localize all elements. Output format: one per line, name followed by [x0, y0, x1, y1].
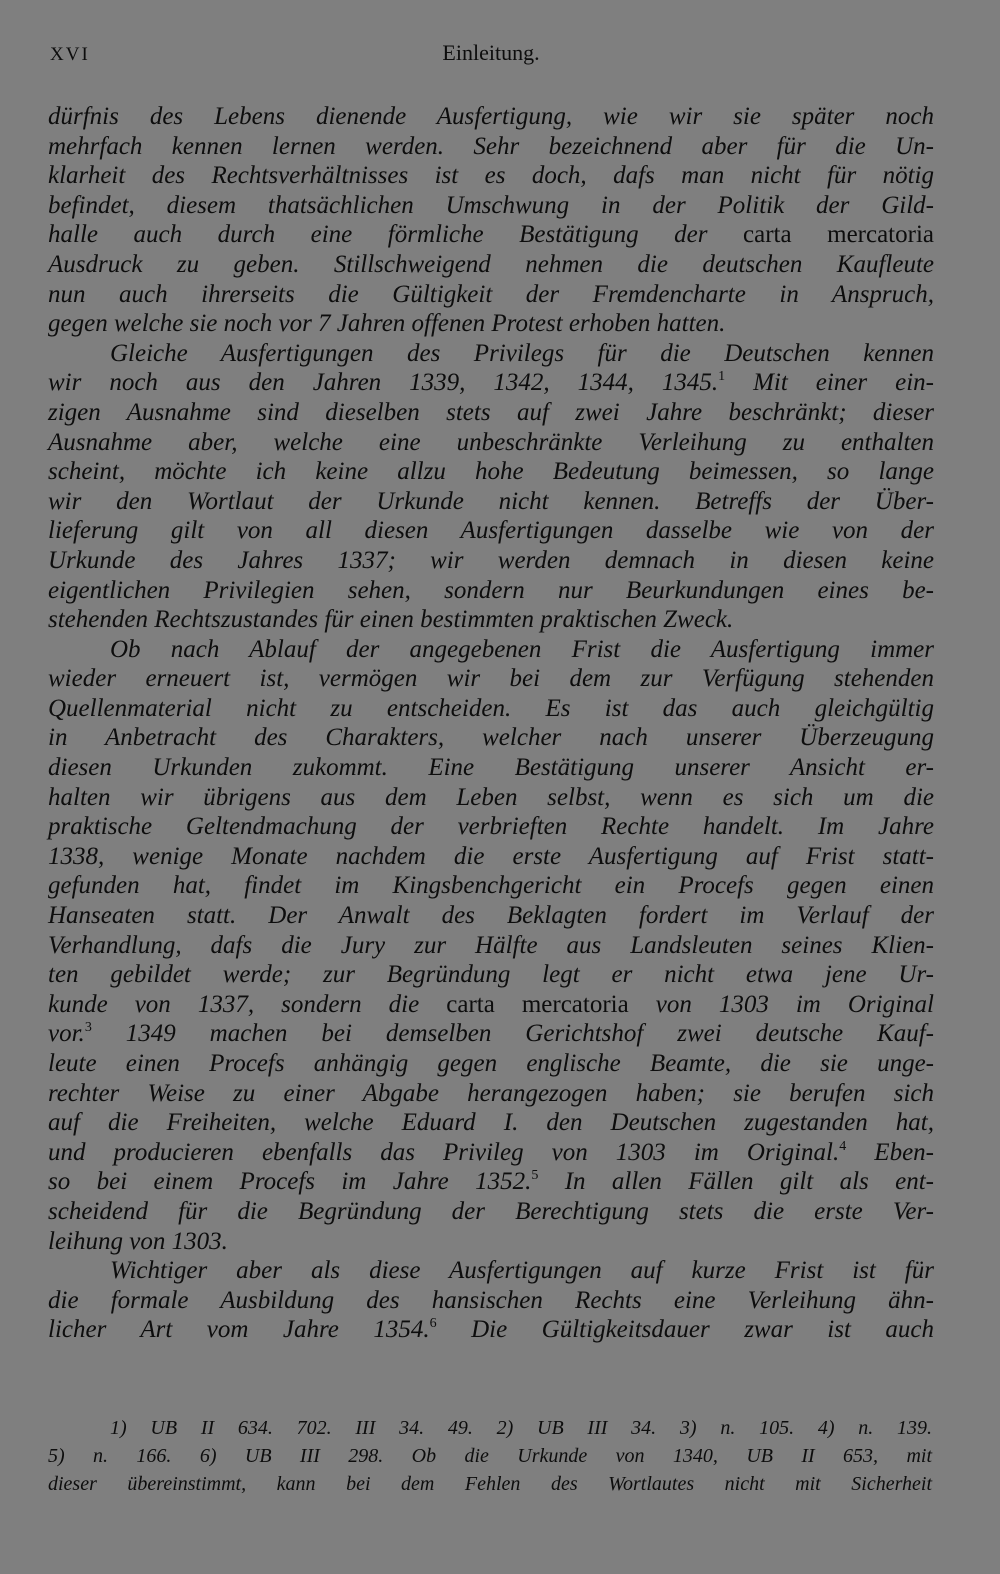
footnote-6: 6) UB III 298. Ob die Urkunde von 1340, UB II 653, mit: [199, 1445, 933, 1467]
text-line: praktische Geltendmachung der verbrieften Rechte handelt. Im Jahre: [48, 813, 934, 841]
text-line: ten gebildet werde; zur Begründung legt er nicht etwa jene Ur-: [48, 961, 934, 989]
page-number: XVI: [50, 44, 90, 65]
footnote-2: 2) UB III 34.: [496, 1417, 657, 1439]
footnote-line: [48, 1414, 932, 1442]
footnote-3: 3) n. 105.: [679, 1417, 795, 1439]
text-fragment: In allen Fällen gilt als ent-: [538, 1168, 934, 1196]
text-line: diesen Urkunden zukommt. Eine Bestätigung unserer Ansicht er-: [48, 754, 934, 782]
page-header: [48, 36, 934, 72]
text-line: Urkunde des Jahres 1337; wir werden demnach in diesen keine: [48, 546, 934, 574]
text-fragment: und producieren ebenfalls das Privileg von 1303 im Original.: [48, 1138, 840, 1166]
text-line: auf die Freiheiten, welche Eduard I. den Deutschen zugestanden hat,: [48, 1109, 934, 1137]
running-head: Einleitung.: [442, 40, 540, 65]
text-fragment: halle auch durch eine förmliche Bestätigung der: [48, 221, 708, 249]
footnote-5: 5) n. 166.: [48, 1445, 172, 1467]
text-line: leihung von 1303.: [48, 1227, 228, 1255]
text-line: wir den Wortlaut der Urkunde nicht kennen. Betreffs der Über-: [48, 487, 934, 515]
text-line: die formale Ausbildung des hansischen Rechts eine Verleihung ähn-: [48, 1286, 934, 1314]
text-line: Hanseaten statt. Der Anwalt des Beklagten fordert im Verlauf der: [48, 902, 934, 930]
footnote-4: 4) n. 139.: [817, 1417, 932, 1439]
text-fragment: von 1303 im Original: [628, 990, 935, 1018]
text-line: [48, 1167, 934, 1197]
text-line: 1338, wenige Monate nachdem die erste Ausfertigung auf Frist statt-: [48, 842, 934, 870]
text-fragment: Die Gültigkeitsdauer zwar ist auch: [436, 1316, 934, 1344]
text-line: gefunden hat, findet im Kingsbenchgericht ein Procefs gegen einen: [48, 872, 934, 900]
text-line: nun auch ihrerseits die Gültigkeit der Fremdencharte in Anspruch,: [48, 280, 934, 308]
text-line: leute einen Procefs anhängig gegen englische Beamte, die sie unge-: [48, 1050, 934, 1077]
text-line: [48, 990, 934, 1020]
text-fragment: so bei einem Procefs im Jahre 1352.: [48, 1168, 532, 1196]
text-fragment: kunde von 1337, sondern die: [48, 990, 420, 1018]
text-line: dürfnis des Lebens dienende Ausfertigung, wie wir sie später noch: [48, 103, 934, 130]
text-line: scheidend für die Begründung der Berechtigung stets die erste Ver-: [48, 1197, 934, 1225]
text-line: wieder erneuert ist, vermögen wir bei dem zur Verfügung stehenden: [48, 665, 934, 693]
text-line: Verhandlung, dafs die Jury zur Hälfte aus Landsleuten seines Klien-: [48, 931, 934, 959]
footnote-ref: 1: [718, 369, 726, 385]
footnotes: [48, 1414, 932, 1498]
text-fragment: wir noch aus den Jahren 1339, 1342, 1344, 1345.: [48, 369, 719, 397]
footnote-ref: 3: [84, 1020, 92, 1036]
text-line: scheint, möchte ich keine allzu hohe Bedeutung beimessen, so lange: [48, 458, 934, 486]
text-line: befindet, diesem thatsächlichen Umschwung in der Politik der Gild-: [48, 191, 934, 219]
footnote-line: [48, 1442, 932, 1470]
text-line: mehrfach kennen lernen werden. Sehr bezeichnend aber für die Un-: [48, 132, 934, 160]
text-line: in Anbetracht des Charakters, welcher nach unserer Überzeugung: [48, 724, 934, 752]
footnote-1: 1) UB II 634. 702. III 34. 49.: [110, 1417, 473, 1439]
text-line: Ausdruck zu geben. Stillschweigend nehmen die deutschen Kaufleute: [48, 250, 934, 278]
paragraph-start: Gleiche Ausfertigungen des Privilegs für die Deutschen kennen: [110, 339, 934, 367]
roman-term: carta mercatoria: [446, 990, 629, 1018]
text-line: zigen Ausnahme sind dieselben stets auf zwei Jahre beschränkt; dieser: [48, 398, 934, 426]
paragraph-start: Ob nach Ablauf der angegebenen Frist die Ausfertigung immer: [110, 635, 934, 663]
text-fragment: 1349 machen bei demselben Gerichtshof zwei deutsche Kauf-: [91, 1020, 934, 1048]
text-line: [48, 368, 934, 398]
text-fragment: licher Art vom Jahre 1354.: [48, 1316, 430, 1344]
footnote-line: dieser übereinstimmt, kann bei dem Fehlen des Wortlautes nicht mit Sicherheit: [48, 1473, 932, 1495]
text-fragment: Mit einer ein-: [725, 369, 935, 397]
book-page: [48, 36, 934, 1345]
text-line: halten wir übrigens aus dem Leben selbst, wenn es sich um die: [48, 783, 934, 811]
footnote-ref: 5: [531, 1168, 539, 1184]
roman-term: carta mercatoria: [743, 221, 934, 249]
paragraph-start: Wichtiger aber als diese Ausfertigungen auf kurze Frist ist für: [110, 1257, 934, 1285]
text-fragment: vor.: [48, 1020, 85, 1048]
text-line: [48, 1315, 934, 1345]
text-line: [48, 220, 934, 250]
body-text: [48, 102, 934, 1345]
footnote-ref: 6: [429, 1316, 437, 1332]
text-line: lieferung gilt von all diesen Ausfertigungen dasselbe wie von der: [48, 517, 934, 545]
text-line: [48, 1138, 934, 1168]
text-line: [48, 1019, 934, 1049]
footnote-ref: 4: [839, 1138, 847, 1154]
text-line: rechter Weise zu einer Abgabe herangezogen haben; sie berufen sich: [48, 1079, 934, 1107]
text-line: Quellenmaterial nicht zu entscheiden. Es ist das auch gleichgültig: [48, 694, 934, 722]
text-fragment: Eben-: [846, 1138, 934, 1166]
text-line: stehenden Rechtszustandes für einen bestimmten praktischen Zweck.: [48, 606, 734, 634]
text-line: gegen welche sie noch vor 7 Jahren offenen Protest erhoben hatten.: [48, 310, 726, 338]
text-line: eigentlichen Privilegien sehen, sondern nur Beurkundungen eines be-: [48, 576, 934, 604]
text-line: Ausnahme aber, welche eine unbeschränkte Verleihung zu enthalten: [48, 428, 934, 456]
text-line: klarheit des Rechtsverhältnisses ist es doch, dafs man nicht für nötig: [48, 162, 934, 190]
